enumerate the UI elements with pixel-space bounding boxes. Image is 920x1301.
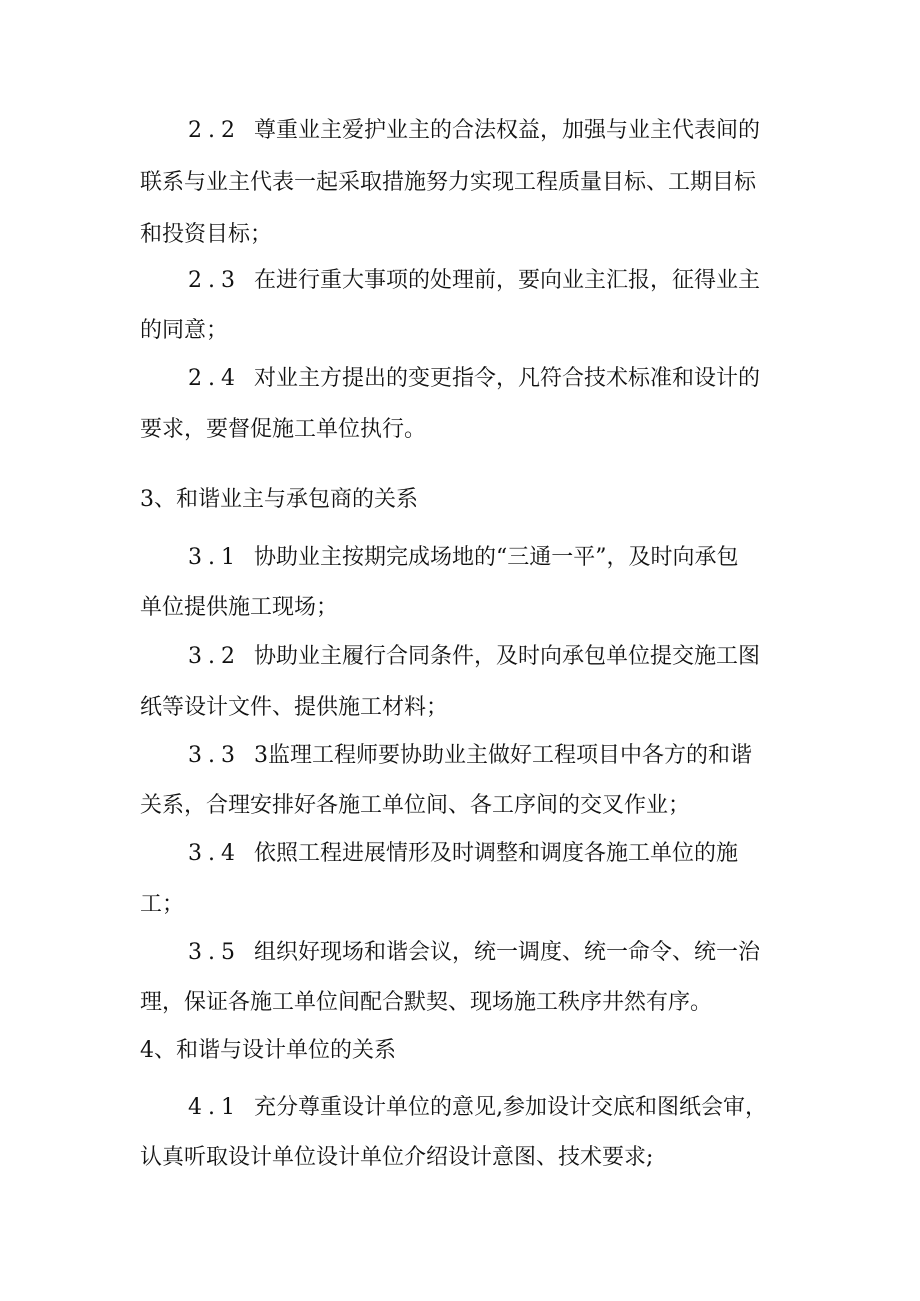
paragraph-line: 2.4 对业主方提出的变更指令，凡符合技术标准和设计的 xyxy=(188,364,760,394)
paragraph-line: 工； xyxy=(140,892,185,917)
paragraph-line: 3.1 协助业主按期完成场地的“三通一平”，及时向承包 xyxy=(188,543,739,573)
heading-line: 4、和谐与设计单位的关系 xyxy=(140,1038,396,1063)
paragraph-line: 4.1 充分尊重设计单位的意见,参加设计交底和图纸会审， xyxy=(188,1093,767,1123)
paragraph-line: 2.3 在进行重大事项的处理前，要向业主汇报，征得业主 xyxy=(188,266,760,296)
paragraph-line: 3.4 依照工程进展情形及时调整和调度各施工单位的施 xyxy=(188,839,738,869)
section-number: 2.2 xyxy=(188,118,241,143)
section-number: 3.5 xyxy=(188,940,241,965)
paragraph-line: 理，保证各施工单位间配合默契、现场施工秩序井然有序。 xyxy=(140,990,713,1015)
paragraph-line: 纸等设计文件、提供施工材料； xyxy=(140,695,449,720)
section-number: 4.1 xyxy=(188,1095,241,1120)
section-number: 2.3 xyxy=(188,268,241,293)
paragraph-line: 关系，合理安排好各施工单位间、各工序间的交叉作业； xyxy=(140,793,691,818)
paragraph-line: 单位提供施工现场； xyxy=(140,595,339,620)
paragraph-line: 3.3 3监理工程师要协助业主做好工程项目中各方的和谐 xyxy=(188,741,752,771)
paragraph-line: 要求，要督促施工单位执行。 xyxy=(140,417,427,442)
paragraph-line: 2.2 尊重业主爱护业主的合法权益，加强与业主代表间的 xyxy=(188,116,760,146)
heading-line: 3、和谐业主与承包商的关系 xyxy=(140,487,418,512)
section-number: 3.3 xyxy=(188,743,241,768)
section-number: 2.4 xyxy=(188,366,241,391)
paragraph-line: 3.2 协助业主履行合同条件，及时向承包单位提交施工图 xyxy=(188,642,760,672)
paragraph-line: 联系与业主代表一起采取措施努力实现工程质量目标、工期目标 xyxy=(140,170,757,195)
paragraph-line: 和投资目标； xyxy=(140,222,273,247)
section-number: 3.4 xyxy=(188,841,241,866)
paragraph-line: 3.5 组织好现场和谐会议，统一调度、统一命令、统一治 xyxy=(188,938,760,968)
section-number: 3.1 xyxy=(188,545,241,570)
paragraph-line: 认真听取设计单位设计单位介绍设计意图、技术要求; xyxy=(140,1145,654,1170)
section-number: 3.2 xyxy=(188,644,241,669)
paragraph-line: 的同意； xyxy=(140,318,229,343)
